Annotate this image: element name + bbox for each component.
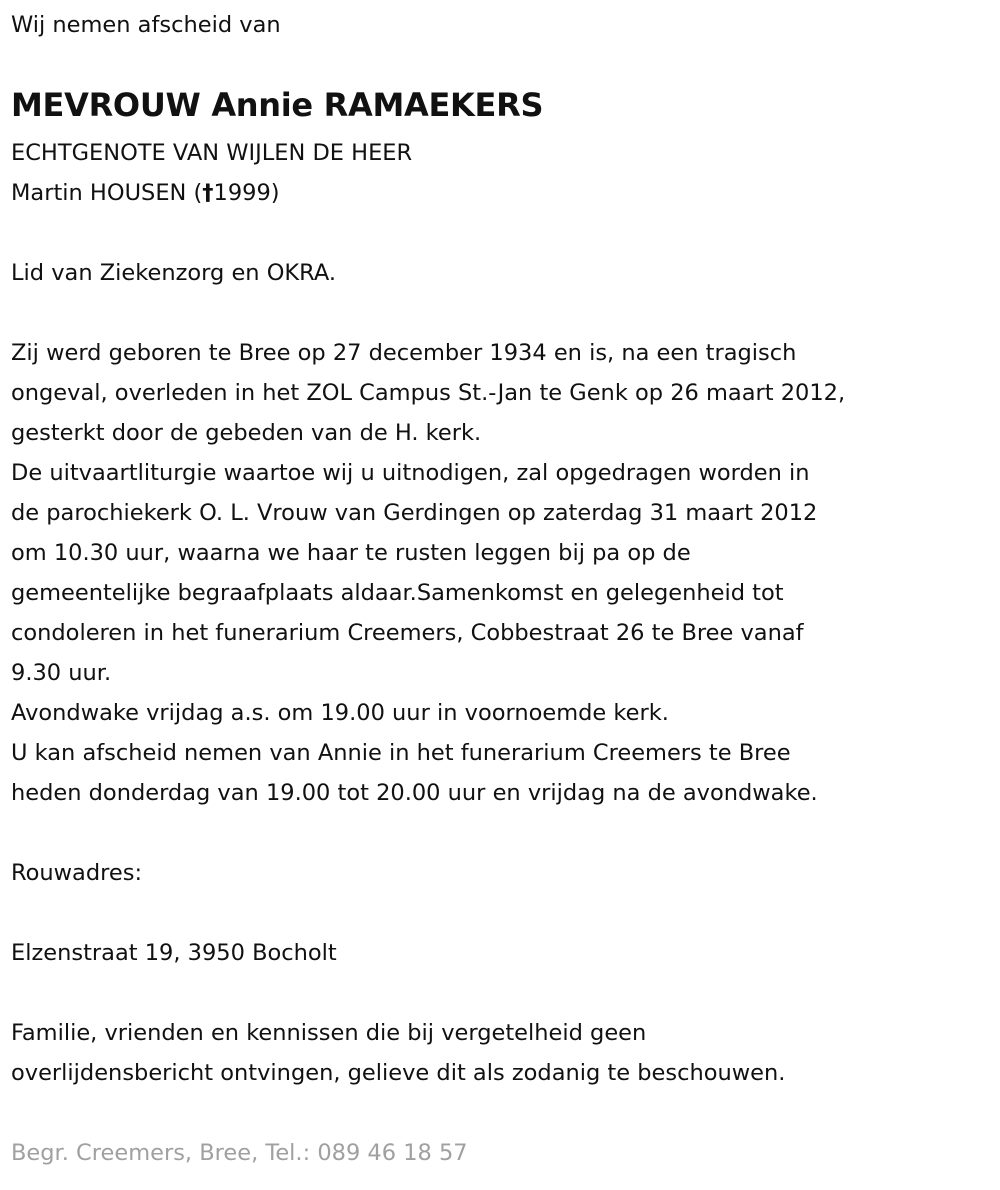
funeral-home-footer: Begr. Creemers, Bree, Tel.: 089 46 18 57: [11, 1140, 468, 1166]
closing-line: overlijdensbericht ontvingen, gelieve dit als zodanig te beschouwen.: [11, 1060, 786, 1086]
closing-line: Familie, vrienden en kennissen die bij vergetelheid geen: [11, 1020, 647, 1046]
cross-icon: †: [202, 180, 214, 206]
body-line: gesterkt door de gebeden van de H. kerk.: [11, 420, 482, 446]
body-line: 9.30 uur.: [11, 660, 112, 686]
membership-text: Lid van Ziekenzorg en OKRA.: [11, 260, 337, 286]
body-line: de parochiekerk O. L. Vrouw van Gerdingen op zaterdag 31 maart 2012: [11, 500, 818, 526]
body-line: ongeval, overleden in het ZOL Campus St.-Jan te Genk op 26 maart 2012,: [11, 380, 846, 406]
address: Elzenstraat 19, 3950 Bocholt: [11, 940, 337, 966]
body-line: De uitvaartliturgie waartoe wij u uitnodigen, zal opgedragen worden in: [11, 460, 810, 486]
spouse-name: Martin HOUSEN (: [11, 180, 203, 206]
intro-text: Wij nemen afscheid van: [11, 12, 281, 38]
body-text: [11, 333, 1000, 813]
death-year: 1999): [213, 180, 280, 206]
body-line: heden donderdag van 19.00 tot 20.00 uur en vrijdag na de avondwake.: [11, 780, 818, 806]
body-line: gemeentelijke begraafplaats aldaar.Samenkomst en gelegenheid tot: [11, 580, 784, 606]
body-line: condoleren in het funerarium Creemers, Cobbestraat 26 te Bree vanaf: [11, 620, 804, 646]
body-line: Zij werd geboren te Bree op 27 december 1934 en is, na een tragisch: [11, 340, 797, 366]
deceased-name: MEVROUW Annie RAMAEKERS: [11, 86, 544, 124]
spouse-line-1: ECHTGENOTE VAN WIJLEN DE HEER: [11, 140, 413, 166]
body-line: om 10.30 uur, waarna we haar te rusten leggen bij pa op de: [11, 540, 691, 566]
body-line: U kan afscheid nemen van Annie in het funerarium Creemers te Bree: [11, 740, 791, 766]
address-label: Rouwadres:: [11, 860, 143, 886]
spouse-line-2: [11, 173, 1000, 213]
body-line: Avondwake vrijdag a.s. om 19.00 uur in voornoemde kerk.: [11, 700, 669, 726]
